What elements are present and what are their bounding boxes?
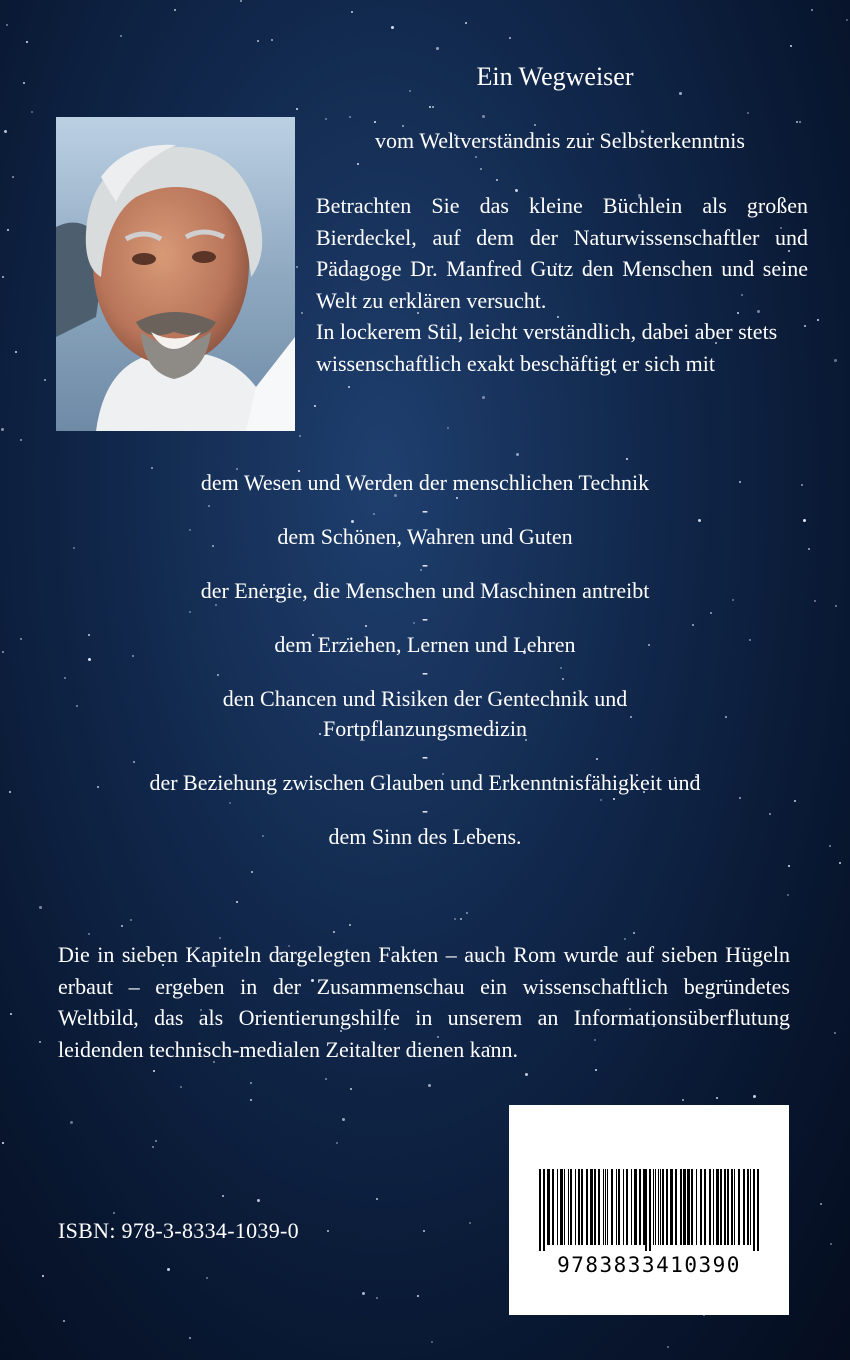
star — [120, 35, 122, 37]
star — [257, 40, 259, 42]
star — [152, 1146, 154, 1148]
star — [447, 427, 449, 429]
barcode-bar — [570, 1169, 572, 1245]
barcode-bar — [691, 1169, 693, 1245]
topic-item: dem Wesen und Werden der menschlichen Technik — [200, 470, 650, 495]
star — [846, 19, 848, 21]
star — [113, 1212, 115, 1214]
star — [516, 453, 519, 456]
star — [509, 37, 511, 39]
barcode-bar — [662, 1169, 664, 1245]
star — [327, 1230, 329, 1232]
star — [301, 312, 303, 314]
star — [155, 1140, 157, 1142]
star — [423, 1230, 425, 1232]
barcode-bar — [557, 1169, 558, 1245]
star — [374, 121, 376, 123]
topic-separator: - — [422, 800, 428, 820]
star — [9, 791, 11, 793]
star — [357, 163, 359, 165]
star — [429, 106, 431, 108]
star — [63, 1320, 65, 1322]
barcode-bar — [634, 1169, 637, 1245]
star — [482, 396, 485, 399]
barcode-bar — [687, 1169, 690, 1245]
star — [20, 439, 22, 441]
star — [314, 405, 316, 407]
star — [409, 90, 411, 92]
star — [257, 1199, 260, 1202]
star — [348, 386, 350, 388]
star — [250, 1082, 252, 1084]
back-cover-heading: Ein Wegweiser — [476, 62, 634, 91]
barcode-bar — [757, 1169, 759, 1251]
barcode-bar — [626, 1169, 628, 1245]
barcode-bar — [700, 1169, 702, 1245]
topic-item: der Beziehung zwischen Glauben und Erkenntnisfähigkeit und — [149, 770, 701, 795]
barcode-bar — [747, 1169, 749, 1245]
star — [391, 26, 394, 29]
star — [626, 458, 628, 460]
topic-list — [20, 468, 830, 852]
star — [167, 1268, 170, 1271]
star — [6, 24, 8, 26]
star — [70, 1121, 73, 1124]
star — [222, 1195, 224, 1197]
barcode-bar — [616, 1169, 617, 1245]
barcode-bar — [547, 1169, 550, 1245]
barcode-bar — [653, 1169, 654, 1245]
barcode-bar — [543, 1169, 545, 1251]
isbn-barcode — [509, 1105, 789, 1315]
barcode-bar — [683, 1169, 686, 1245]
star — [834, 359, 837, 362]
star — [39, 906, 42, 909]
barcode-bar — [623, 1169, 624, 1245]
topic-item: den Chancen und Risiken der Gentechnik und Fortpflanzungsmedizin — [222, 686, 628, 741]
barcode-bar — [575, 1169, 576, 1245]
barcode-bar — [645, 1169, 647, 1251]
star — [130, 919, 132, 921]
star — [351, 11, 353, 13]
star — [790, 45, 792, 47]
intro-paragraph-2: In lockerem Stil, leicht verständlich, dabei aber stets wissenschaftlich exakt beschäftigt er sich mit — [316, 319, 778, 376]
star — [428, 1084, 431, 1087]
star — [121, 925, 123, 927]
star — [336, 1142, 338, 1144]
barcode-bar — [675, 1169, 677, 1245]
barcode-bar — [655, 1169, 656, 1245]
star — [454, 918, 456, 920]
barcode-bar — [560, 1169, 563, 1245]
author-photo — [56, 117, 295, 431]
barcode-bar — [539, 1169, 541, 1251]
star — [834, 1032, 836, 1034]
star — [240, 0, 242, 2]
star — [811, 9, 813, 11]
barcode-bar — [607, 1169, 608, 1245]
barcode-bar — [727, 1169, 729, 1245]
star — [31, 111, 33, 113]
barcode-bar — [670, 1169, 673, 1245]
topic-separator: - — [422, 608, 428, 628]
star — [333, 931, 335, 933]
star — [376, 1198, 378, 1200]
star — [2, 651, 4, 653]
barcode-bar — [598, 1169, 600, 1245]
star — [788, 865, 790, 867]
star — [796, 121, 798, 123]
star — [417, 1295, 419, 1297]
barcode-bar — [750, 1169, 751, 1245]
star — [402, 125, 404, 127]
barcode-bar — [605, 1169, 606, 1245]
summary-paragraph: Die in sieben Kapiteln dargelegten Fakten – auch Rom wurde auf sieben Hügeln erbaut – ergeben in der Zusammenschau ein wissenschaftlich begründetes Weltbild, das als Orientierungshilfe in unserem an Informationsüberflutung leidenden technisch-medialen Zeitalter dienen kann. — [58, 942, 790, 1062]
star — [2, 1142, 4, 1144]
star — [475, 156, 477, 158]
barcode-bar — [590, 1169, 593, 1245]
star — [236, 901, 238, 903]
barcode-bar — [568, 1169, 569, 1245]
barcode-bar — [660, 1169, 661, 1245]
star — [325, 1078, 327, 1080]
star — [44, 379, 46, 381]
star — [1, 428, 4, 431]
star — [206, 1277, 208, 1279]
barcode-bar — [666, 1169, 668, 1245]
topic-item: dem Schönen, Wahren und Guten — [277, 524, 573, 549]
star — [679, 92, 682, 95]
star — [23, 82, 25, 84]
barcode-bar — [720, 1169, 722, 1245]
star — [153, 1070, 155, 1072]
star — [362, 1292, 365, 1295]
star — [2, 276, 4, 278]
star — [271, 39, 273, 41]
topic-separator: - — [422, 554, 428, 574]
star — [15, 351, 17, 353]
star — [465, 22, 467, 24]
topic-item: dem Erziehen, Lernen und Lehren — [274, 632, 576, 657]
barcode-bar — [564, 1169, 565, 1245]
star — [667, 1346, 669, 1348]
star — [431, 1341, 433, 1343]
topic-item: dem Sinn des Lebens. — [328, 824, 522, 849]
barcode-bar — [581, 1169, 583, 1245]
star — [436, 47, 439, 50]
star — [747, 112, 749, 114]
barcode-bar — [680, 1169, 682, 1245]
isbn-label: ISBN: 978-3-8334-1039-0 — [58, 1218, 299, 1243]
barcode-digits: 9783833410390 — [557, 1253, 741, 1277]
star — [250, 1099, 252, 1101]
star — [349, 924, 351, 926]
barcode-bar — [731, 1169, 733, 1245]
star — [251, 871, 253, 873]
star — [496, 179, 498, 181]
barcode-bar — [631, 1169, 632, 1245]
star — [820, 1203, 822, 1205]
star — [432, 106, 434, 108]
topic-separator: - — [422, 746, 428, 766]
star — [174, 9, 176, 11]
barcode-bar — [713, 1169, 714, 1245]
star — [88, 933, 90, 935]
star — [633, 932, 635, 934]
star — [42, 1275, 44, 1277]
star — [350, 1088, 352, 1090]
star — [26, 41, 28, 43]
star — [296, 266, 298, 268]
star — [349, 116, 351, 118]
star — [296, 108, 298, 110]
barcode-bar — [603, 1169, 604, 1245]
barcode-bar — [743, 1169, 745, 1245]
star — [299, 435, 301, 437]
star — [534, 124, 536, 126]
barcode-bar — [724, 1169, 726, 1245]
star — [325, 118, 327, 120]
star — [835, 605, 837, 607]
back-cover-subtitle: vom Weltverständnis zur Selbsterkenntnis — [375, 128, 745, 153]
barcode-bar — [704, 1169, 706, 1245]
barcode-bar — [658, 1169, 659, 1245]
star — [10, 1013, 12, 1015]
star — [830, 1243, 832, 1245]
barcode-bar — [716, 1169, 719, 1245]
barcode-bar — [618, 1169, 620, 1245]
star — [799, 121, 801, 123]
barcode-bar — [552, 1169, 554, 1245]
barcode-bar — [639, 1169, 641, 1245]
barcode-bar — [586, 1169, 588, 1245]
topic-item: der Energie, die Menschen und Maschinen antreibt — [200, 578, 650, 603]
star — [460, 918, 462, 920]
star — [787, 894, 789, 896]
star — [525, 1073, 528, 1076]
intro-text — [316, 190, 808, 379]
star — [4, 130, 7, 133]
star — [180, 1086, 182, 1088]
barcode-bar — [738, 1169, 740, 1245]
star — [39, 1041, 41, 1043]
star — [482, 115, 485, 118]
star — [12, 176, 14, 178]
star — [7, 229, 9, 231]
barcode-bar — [753, 1169, 755, 1251]
intro-paragraph-1: Betrachten Sie das kleine Büchlein als großen Bierdeckel, auf dem der Naturwissenschaftler und Pädagoge Dr. Manfred Gutz den Menschen und seine Welt zu erklären versucht. — [316, 193, 808, 313]
star — [839, 862, 841, 864]
barcode-bar — [649, 1169, 651, 1251]
star — [469, 1222, 471, 1224]
barcode-bar — [594, 1169, 596, 1245]
topic-separator: - — [422, 662, 428, 682]
star — [189, 1337, 191, 1339]
barcode-bar — [578, 1169, 580, 1245]
star — [595, 1069, 597, 1071]
star — [342, 1118, 345, 1121]
star — [376, 1297, 378, 1299]
barcode-bar — [734, 1169, 735, 1245]
star — [817, 319, 819, 321]
barcode-bar — [709, 1169, 711, 1245]
barcode-bar — [611, 1169, 613, 1245]
topic-separator: - — [422, 500, 428, 520]
star — [480, 168, 482, 170]
barcode-bar — [696, 1169, 697, 1245]
star — [753, 1095, 756, 1098]
star — [682, 1099, 684, 1101]
star — [716, 1097, 718, 1099]
star — [466, 912, 468, 914]
